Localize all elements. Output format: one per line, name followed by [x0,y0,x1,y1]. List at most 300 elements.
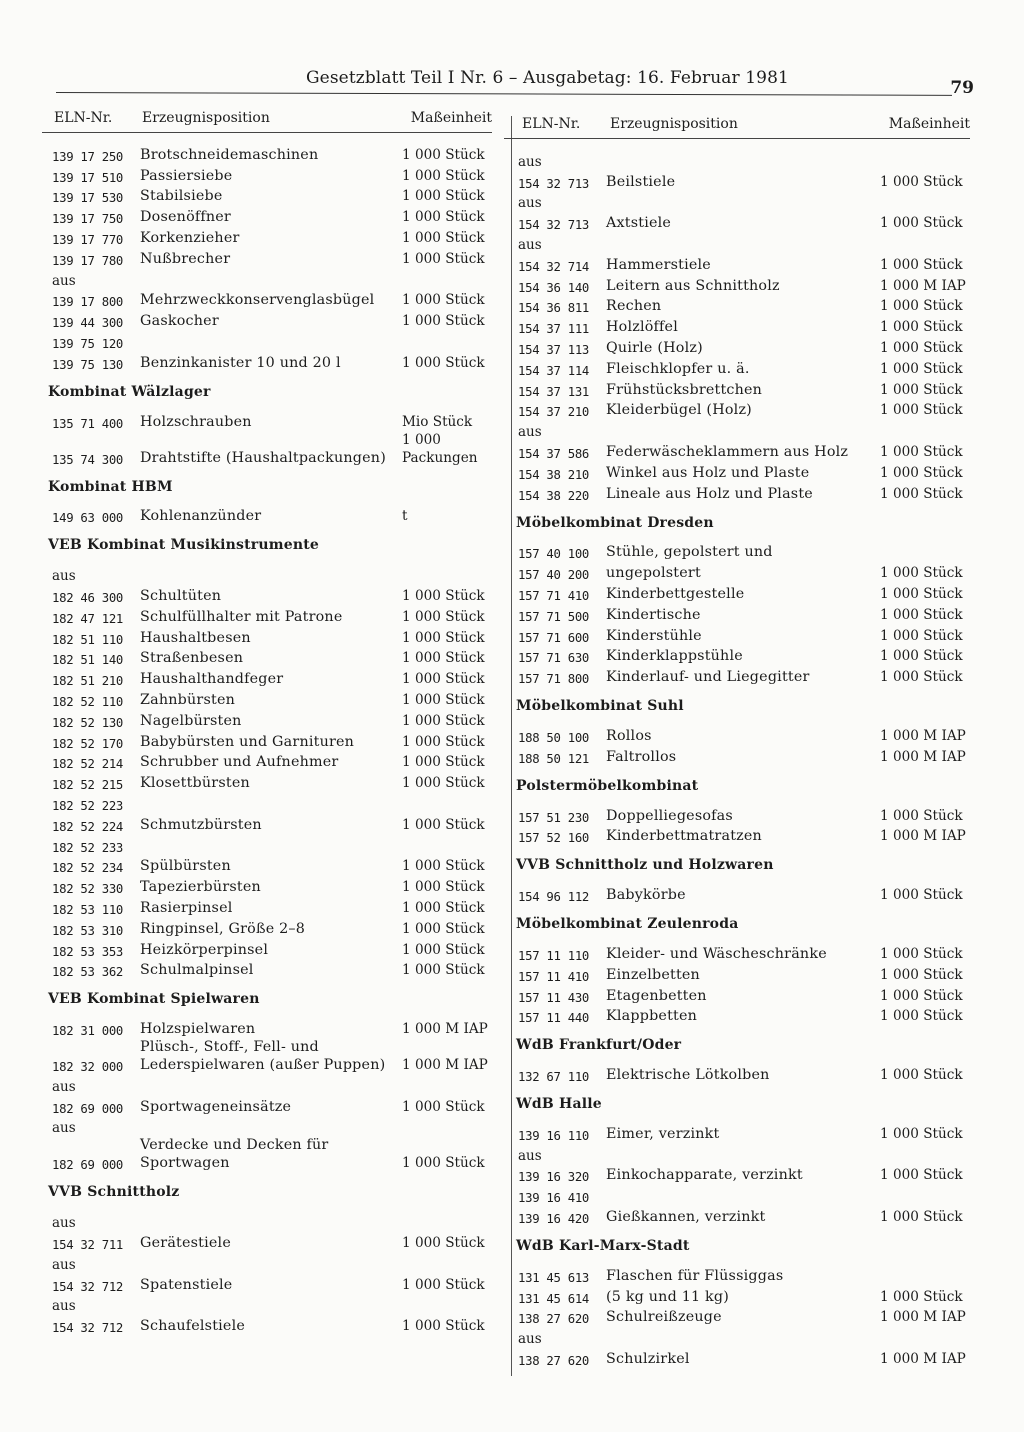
cell-unit: 1 000 Stück [880,402,963,419]
cell-eln: aus [52,1120,76,1137]
cell-desc: Kindertische [606,606,701,623]
cell-desc: Fleischklopfer u. ä. [606,360,750,377]
cell-eln: 154 36 811 [518,301,590,316]
cell-eln: aus [518,236,542,253]
section-heading: VEB Kombinat Musikinstrumente [48,537,320,554]
cell-unit: Mio Stück [402,413,473,430]
table-row [504,232,970,253]
cell-desc: Plüsch-, Stoff-, Fell- und Lederspielwaren (außer Puppen) [140,1039,386,1074]
cell-unit: 1 000 Packungen [402,431,478,466]
header-position: Erzeugnisposition [610,116,738,132]
cell-desc: Haushalthandfeger [140,671,284,688]
page-title: Gesetzblatt Teil I Nr. 6 – Ausgabetag: 16. Februar 1981 [306,68,789,88]
cell-unit: 1 000 Stück [402,313,485,330]
cell-desc: Etagenbetten [606,987,707,1004]
section-block [504,916,970,1025]
cell-unit: 1 000 Stück [880,1167,963,1184]
cell-unit: 1 000 Stück [402,712,485,729]
table-row [42,751,492,772]
cell-unit: 1 000 Stück [880,887,963,904]
table-row [42,143,492,164]
cell-desc: Gießkannen, verzinkt [606,1209,766,1226]
section-block [42,537,492,979]
section-heading: VEB Kombinat Spielwaren [48,991,260,1008]
table-row [504,724,970,745]
cell-desc: Einkochapparate, verzinkt [606,1167,803,1184]
cell-desc: Holzspielwaren [140,1021,256,1038]
cell-eln: 157 11 410 [518,969,590,984]
table-row [42,875,492,896]
cell-unit: 1 000 Stück [402,629,485,646]
cell-desc: Rollos [606,727,652,744]
table-row [504,1347,970,1368]
table-row [42,584,492,605]
cell-unit: 1 000 Stück [880,1125,963,1142]
cell-eln: aus [52,1215,76,1232]
cell-unit: 1 000 Stück [880,360,963,377]
table-row [42,1074,492,1095]
cell-eln: 154 37 111 [518,322,590,337]
cell-eln: aus [52,1078,76,1095]
header-eln: ELN-Nr. [54,110,113,126]
cell-eln: 139 17 780 [52,253,124,268]
table-row [42,268,492,289]
section-heading: Kombinat Wälzlager [48,383,211,400]
cell-unit: 1 000 Stück [402,1155,485,1172]
column-header [42,106,492,133]
cell-eln: aus [52,1298,76,1315]
cell-desc: Quirle (Holz) [606,339,703,356]
table-row [504,963,970,984]
cell-unit: 1 000 Stück [880,1067,963,1084]
cell-unit: 1 000 Stück [402,920,485,937]
cell-desc: ungepolstert [606,565,701,582]
cell-eln: 182 32 000 [52,1060,124,1075]
cell-unit: 1 000 Stück [880,648,963,665]
cell-desc: Tapezierbürsten [140,879,261,896]
cell-eln: 182 69 000 [52,1158,124,1173]
cell-eln: 154 37 131 [518,384,590,399]
table-row [504,1205,970,1226]
cell-desc: Schmutzbürsten [140,816,262,833]
cell-eln: 154 38 210 [518,467,590,482]
cell-desc: Einzelbetten [606,966,700,983]
section-block [504,857,970,904]
cell-desc: Kinderbettmatratzen [606,828,762,845]
cell-desc: Kohlenanzünder [140,508,262,525]
table-row [42,330,492,351]
cell-desc: Sportwageneinsätze [140,1098,292,1115]
cell-eln: 139 17 530 [52,191,124,206]
table-row [42,1095,492,1116]
cell-desc: Passiersiebe [140,167,233,184]
table-row [504,582,970,603]
cell-eln: 182 52 110 [52,694,124,709]
table-row [42,410,492,431]
table-row [504,1063,970,1084]
table-row [504,336,970,357]
cell-desc: Haushaltbesen [140,629,251,646]
table-row [42,709,492,730]
table-row [42,1314,492,1335]
cell-unit: 1 000 Stück [402,816,485,833]
section-block [504,1238,970,1368]
table-row [42,289,492,310]
table-row [42,1294,492,1315]
cell-unit: 1 000 Stück [402,587,485,604]
table-row [504,1306,970,1327]
cell-eln: 182 51 140 [52,653,124,668]
cell-eln: 157 71 800 [518,672,590,687]
cell-eln: 139 17 510 [52,170,124,185]
table-row [504,357,970,378]
cell-eln: 139 16 110 [518,1128,590,1143]
table-row [504,191,970,212]
cell-unit: 1 000 Stück [402,188,485,205]
section-heading: Möbelkombinat Dresden [516,514,714,531]
cell-eln: 154 37 113 [518,342,590,357]
table-row [42,1210,492,1231]
cell-desc: Kinderklappstühle [606,648,743,665]
table-row [42,667,492,688]
cell-unit: 1 000 Stück [402,608,485,625]
table-row [504,170,970,191]
section-block [42,991,492,1172]
cell-desc: Babybürsten und Garnituren [140,733,355,750]
section-block [504,778,970,846]
section-block [42,1184,492,1335]
table-row [42,813,492,834]
cell-unit: 1 000 Stück [402,1276,485,1293]
cell-unit: 1 000 Stück [402,650,485,667]
table-row [504,211,970,232]
table-row [504,1184,970,1205]
cell-eln: 182 52 330 [52,882,124,897]
cell-eln: 157 40 100 [518,547,590,562]
cell-eln: 182 53 310 [52,923,124,938]
cell-unit: 1 000 Stück [880,669,963,686]
cell-eln: 139 17 770 [52,232,124,247]
cell-unit: 1 000 M IAP [402,1057,488,1074]
cell-unit: 1 000 Stück [402,146,485,163]
table-row [504,149,970,170]
header-unit: Maßeinheit [888,116,970,132]
cell-eln: 149 63 000 [52,511,124,526]
cell-eln: 157 11 440 [518,1011,590,1026]
table-row [42,1273,492,1294]
cell-eln: 154 37 210 [518,405,590,420]
cell-eln: 157 71 600 [518,630,590,645]
cell-desc: Kleiderbügel (Holz) [606,402,752,419]
cell-desc: Klosettbürsten [140,775,250,792]
cell-unit: 1 000 Stück [880,215,963,232]
cell-desc: Gerätestiele [140,1235,231,1252]
cell-eln: 182 51 210 [52,674,124,689]
cell-desc: Schulmalpinsel [140,962,254,979]
cell-eln: 139 17 750 [52,212,124,227]
cell-eln: 182 52 223 [52,798,124,813]
cell-unit: 1 000 Stück [402,250,485,267]
cell-eln: 154 96 112 [518,890,590,905]
cell-eln: 157 71 410 [518,588,590,603]
cell-unit: 1 000 Stück [880,1209,963,1226]
cell-desc: Stühle, gepolstert und [606,544,773,561]
cell-eln: 139 16 320 [518,1170,590,1185]
table-row [42,959,492,980]
cell-unit: 1 000 Stück [880,173,963,190]
table-row [504,1326,970,1347]
table-row [504,253,970,274]
table-row [42,792,492,813]
cell-desc: Gaskocher [140,313,219,330]
cell-eln: 139 44 300 [52,316,124,331]
cell-unit: 1 000 Stück [880,339,963,356]
table-row [504,624,970,645]
cell-eln: aus [518,195,542,212]
cell-eln: 135 74 300 [52,452,124,467]
table-row [42,226,492,247]
table-row [42,1116,492,1137]
section-block [504,515,970,687]
section-heading: VVB Schnittholz und Holzwaren [516,857,774,874]
section-heading: Möbelkombinat Zeulenroda [516,916,739,933]
cell-unit: 1 000 Stück [402,1318,485,1335]
cell-unit: 1 000 Stück [402,879,485,896]
table-row [504,984,970,1005]
cell-unit: 1 000 Stück [402,733,485,750]
cell-unit: 1 000 Stück [880,1288,963,1305]
table-row [42,1136,492,1172]
table-row [42,563,492,584]
table-row [42,647,492,668]
cell-eln: aus [518,424,542,441]
cell-eln: aus [518,1331,542,1348]
cell-eln: 157 71 630 [518,651,590,666]
table-row [504,1285,970,1306]
cell-desc: Babykörbe [606,887,686,904]
cell-unit: 1 000 M IAP [880,727,966,744]
table-row [42,205,492,226]
cell-eln: 154 32 713 [518,176,590,191]
table-row [42,247,492,268]
table-row [42,688,492,709]
table-row [504,603,970,624]
table-row [42,771,492,792]
table-row [504,295,970,316]
cell-eln: 182 46 300 [52,590,124,605]
cell-unit: 1 000 Stück [880,319,963,336]
cell-unit: 1 000 Stück [402,671,485,688]
section-heading: WdB Halle [516,1096,602,1113]
cell-desc: Hammerstiele [606,256,711,273]
cell-unit: 1 000 Stück [880,443,963,460]
cell-eln: 182 51 110 [52,632,124,647]
table-row [504,1164,970,1185]
cell-unit: 1 000 Stück [402,691,485,708]
cell-eln: 139 16 410 [518,1191,590,1206]
cell-eln: 139 75 130 [52,357,124,372]
section-heading: WdB Frankfurt/Oder [516,1037,682,1054]
cell-unit: 1 000 Stück [880,987,963,1004]
table-row [42,431,492,467]
table-row [504,461,970,482]
cell-eln: 138 27 620 [518,1312,590,1327]
cell-desc: Kinderbettgestelle [606,585,745,602]
cell-eln: 131 45 614 [518,1291,590,1306]
table-row [42,1038,492,1074]
cell-eln: aus [518,153,542,170]
section-heading: Möbelkombinat Suhl [516,698,684,715]
cell-desc: Kinderlauf- und Liegegitter [606,669,810,686]
cell-eln: aus [518,1147,542,1164]
cell-desc: Leitern aus Schnittholz [606,277,780,294]
cell-eln: aus [52,568,76,585]
section-block [504,1037,970,1084]
cell-desc: Benzinkanister 10 und 20 l [140,354,341,371]
cell-eln: 157 71 500 [518,609,590,624]
cell-eln: 154 37 114 [518,363,590,378]
section-heading: Kombinat HBM [48,478,173,495]
cell-eln: 188 50 121 [518,751,590,766]
table-row [42,1231,492,1252]
table-row [504,665,970,686]
table-row [42,730,492,751]
table-row [504,745,970,766]
cell-desc: Nußbrecher [140,250,231,267]
cell-eln: 154 32 712 [52,1321,124,1336]
table-row [42,164,492,185]
cell-eln: 139 75 120 [52,336,124,351]
section-block [504,1096,970,1226]
cell-unit: 1 000 Stück [880,381,963,398]
table-row [42,626,492,647]
table-row [42,309,492,330]
table-row [42,351,492,372]
cell-desc: Spülbürsten [140,858,231,875]
table-row [42,605,492,626]
section-block [42,143,492,372]
cell-unit: 1 000 Stück [880,966,963,983]
cell-desc: Doppelliegesofas [606,807,733,824]
cell-eln: 154 37 586 [518,446,590,461]
cell-desc: Lineale aus Holz und Plaste [606,485,813,502]
cell-eln: 188 50 100 [518,730,590,745]
cell-eln: 182 53 362 [52,965,124,980]
cell-desc: Faltrollos [606,748,677,765]
cell-unit: 1 000 Stück [880,256,963,273]
header-eln: ELN-Nr. [522,116,581,132]
cell-desc: Verdecke und Decken für Sportwagen [140,1137,329,1172]
cell-unit: 1 000 Stück [880,485,963,502]
cell-unit: t [402,508,408,525]
table-row [42,917,492,938]
cell-desc: Kinderstühle [606,627,702,644]
table-row [42,896,492,917]
cell-desc: Schrubber und Aufnehmer [140,754,339,771]
cell-eln: 139 17 250 [52,149,124,164]
section-block [42,479,492,526]
cell-unit: 1 000 Stück [880,807,963,824]
cell-desc: Rasierpinsel [140,899,233,916]
table-row [42,185,492,206]
section-block [504,698,970,766]
cell-desc: Drahtstifte (Haushaltpackungen) [140,449,386,466]
cell-desc: Federwäscheklammern aus Holz [606,443,849,460]
cell-unit: 1 000 Stück [402,754,485,771]
table-row [42,855,492,876]
header-rule [56,92,952,96]
cell-unit: 1 000 Stück [402,858,485,875]
column-header [504,112,970,139]
cell-unit: 1 000 Stück [402,167,485,184]
cell-eln: 139 17 800 [52,295,124,310]
table-row [504,399,970,420]
cell-eln: aus [52,272,76,289]
section-heading: WdB Karl-Marx-Stadt [516,1238,690,1255]
table-row [504,804,970,825]
cell-unit: 1 000 Stück [402,1235,485,1252]
section-block [42,384,492,467]
cell-eln: 182 52 234 [52,861,124,876]
section-block [504,149,970,503]
cell-unit: 1 000 M IAP [880,748,966,765]
cell-unit: 1 000 Stück [880,298,963,315]
cell-desc: Schaufelstiele [140,1318,246,1335]
cell-eln: 154 32 712 [52,1279,124,1294]
table-row [504,541,970,562]
cell-unit: 1 000 M IAP [880,828,966,845]
table-row [504,1122,970,1143]
cell-unit: 1 000 Stück [880,945,963,962]
cell-unit: 1 000 Stück [880,606,963,623]
cell-desc: Ringpinsel, Größe 2–8 [140,920,306,937]
cell-desc: Klappbetten [606,1008,698,1025]
cell-unit: 1 000 Stück [880,627,963,644]
cell-eln: 182 53 353 [52,944,124,959]
cell-desc: Zahnbürsten [140,691,236,708]
header-unit: Maßeinheit [410,110,492,126]
cell-unit: 1 000 Stück [880,464,963,481]
right-column-body [504,149,970,1368]
left-column-body [42,143,492,1335]
table-row [504,1143,970,1164]
cell-unit: 1 000 Stück [402,292,485,309]
cell-desc: Elektrische Lötkolben [606,1067,770,1084]
table-row [504,419,970,440]
cell-desc: Heizkörperpinsel [140,941,269,958]
table-row [504,1264,970,1285]
header-position: Erzeugnisposition [142,110,270,126]
cell-eln: 182 52 233 [52,840,124,855]
cell-unit: 1 000 Stück [402,941,485,958]
page-header [56,64,974,100]
cell-eln: 182 52 214 [52,757,124,772]
cell-desc: Korkenzieher [140,229,240,246]
table-row [504,825,970,846]
cell-desc: Flaschen für Flüssiggas [606,1267,784,1284]
cell-unit: 1 000 Stück [880,565,963,582]
cell-desc: Schultüten [140,587,222,604]
cell-desc: Axtstiele [606,215,672,232]
cell-eln: aus [52,1256,76,1273]
cell-unit: 1 000 M IAP [402,1021,488,1038]
table-row [42,505,492,526]
cell-eln: 182 31 000 [52,1024,124,1039]
cell-desc: Spatenstiele [140,1276,233,1293]
cell-eln: 182 53 110 [52,902,124,917]
cell-eln: 154 32 714 [518,259,590,274]
cell-eln: 157 11 430 [518,990,590,1005]
